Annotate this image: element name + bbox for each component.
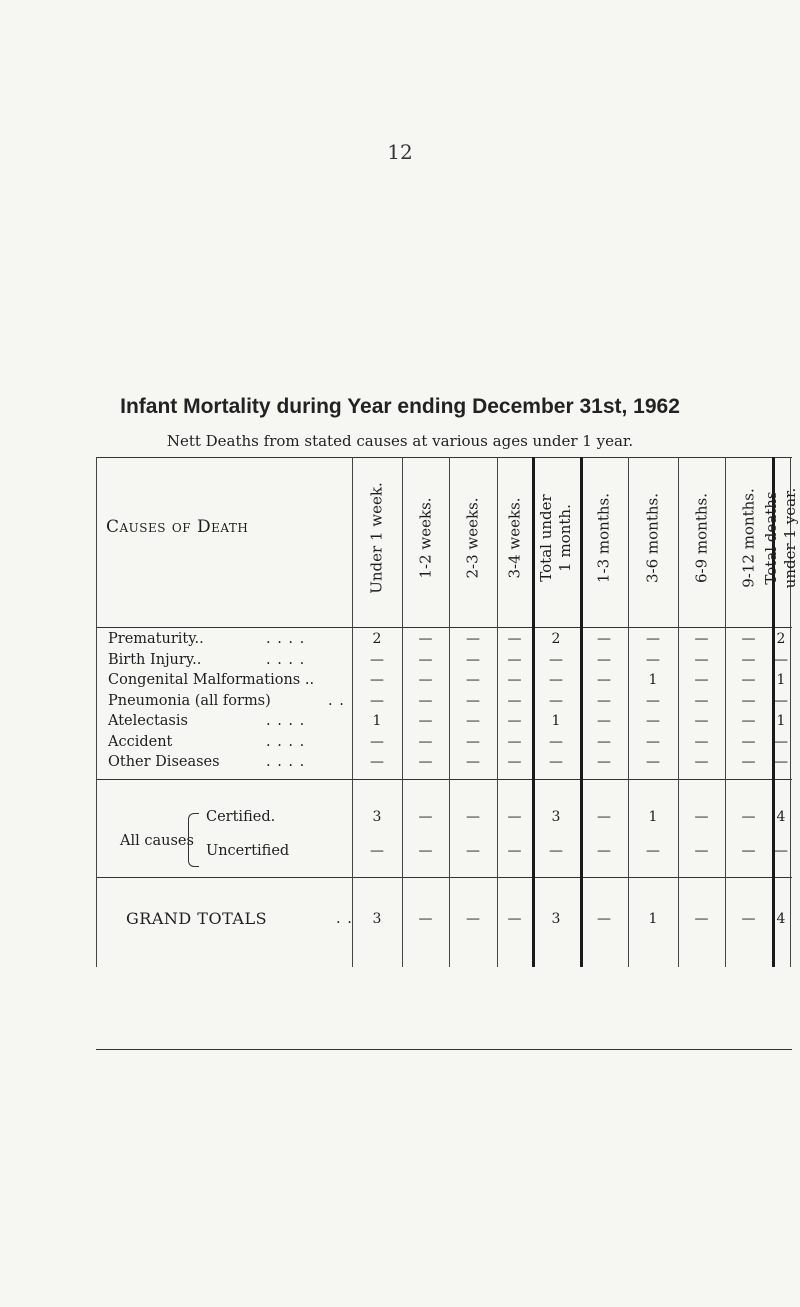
cause-row-cell: — xyxy=(507,754,522,770)
column-header-1 xyxy=(352,463,402,613)
cause-row-cell: — xyxy=(741,631,756,647)
certified-row-cell: 4 xyxy=(776,809,786,825)
cause-row-cell: — xyxy=(370,692,384,709)
cause-row-cell: — xyxy=(507,692,522,709)
cause-row-cell: 1 xyxy=(372,713,382,729)
causes-of-death-header: Causes of Death xyxy=(106,517,249,537)
certified-row-cell: — xyxy=(741,809,756,825)
column-header-8 xyxy=(678,463,725,613)
cause-row-cell: — xyxy=(597,692,611,709)
cause-row-cell: — xyxy=(597,651,611,668)
cause-row-cell: — xyxy=(418,672,433,688)
certified-row-cell: — xyxy=(694,809,709,825)
cause-row-cell: — xyxy=(466,733,480,750)
table-rule-2 xyxy=(96,627,792,628)
cause-row-cell: — xyxy=(507,672,522,688)
page-number: 12 xyxy=(387,140,413,164)
grand-totals-row-cell: — xyxy=(418,911,433,927)
leader-dots: . . . . xyxy=(266,754,306,770)
cause-row-cell: — xyxy=(549,754,563,770)
leader-dots: . . . . xyxy=(266,631,306,647)
table-rule-4 xyxy=(96,877,792,878)
certified-row-cell: — xyxy=(507,809,522,825)
uncertified-row-cell: — xyxy=(466,843,480,859)
column-header-label: 6-9 months. xyxy=(692,493,710,583)
cause-row-cell: — xyxy=(646,631,660,647)
cause-row-cell: — xyxy=(466,713,480,729)
column-header-label: 9-12 months. xyxy=(739,488,757,588)
cause-row-cell: — xyxy=(694,692,709,709)
leader-dots: . . . . xyxy=(266,651,306,668)
cause-row-cell: — xyxy=(466,631,480,647)
column-header-6 xyxy=(580,463,628,613)
column-header-5 xyxy=(532,463,580,613)
grand-totals-row-cell: 3 xyxy=(372,911,382,927)
cause-row-cell: — xyxy=(694,672,709,688)
uncertified-row-cell: — xyxy=(597,843,611,859)
column-header-3 xyxy=(449,463,497,613)
certified-row-cell: — xyxy=(466,809,480,825)
cause-row-cell: — xyxy=(418,754,433,770)
cause-row-cell: — xyxy=(741,713,756,729)
grand-totals-row-cell: 4 xyxy=(776,911,786,927)
all-causes-brace xyxy=(188,813,199,867)
cause-row-cell: — xyxy=(549,733,563,750)
uncertified-row-cell: — xyxy=(370,843,384,859)
cause-row-label: Accident xyxy=(108,733,173,750)
grand-totals-row-cell: 1 xyxy=(648,911,658,927)
cause-row-label: Prematurity.. xyxy=(108,631,204,647)
cause-row-cell: — xyxy=(741,754,756,770)
page-subtitle: Nett Deaths from stated causes at various ages under 1 year. xyxy=(166,432,634,450)
table-rule-3 xyxy=(96,779,792,780)
cause-row-cell: — xyxy=(549,672,563,688)
cause-row-cell: — xyxy=(418,651,433,668)
column-header-label: 1-2 weeks. xyxy=(416,497,434,579)
table-left-rule xyxy=(96,457,97,967)
cause-row-cell: — xyxy=(370,651,384,668)
cause-row-cell: — xyxy=(741,672,756,688)
cause-row-cell: — xyxy=(694,733,709,750)
cause-row-cell: — xyxy=(370,754,384,770)
cause-row-cell: — xyxy=(646,733,660,750)
grand-totals-row-cell: — xyxy=(466,911,480,927)
column-header-label: Total deaths under 1 year. xyxy=(762,487,799,589)
certified-row-cell: — xyxy=(597,809,611,825)
cause-row-cell: 2 xyxy=(551,631,561,647)
cause-row-cell: — xyxy=(370,733,384,750)
column-header-2 xyxy=(402,463,449,613)
cause-row-cell: — xyxy=(774,733,788,750)
grand-totals-row-cell: 3 xyxy=(551,911,561,927)
column-header-label: Under 1 week. xyxy=(367,482,386,594)
cause-row-cell: — xyxy=(597,754,611,770)
cause-row-cell: — xyxy=(694,754,709,770)
cause-row-label: Pneumonia (all forms) xyxy=(108,692,271,709)
grand-totals-row-cell: — xyxy=(741,911,756,927)
grand-totals-underline xyxy=(96,1049,792,1050)
cause-row-cell: — xyxy=(774,754,788,770)
cause-row-cell: — xyxy=(774,692,788,709)
cause-row-cell: — xyxy=(741,733,756,750)
leader-dots: . . . . xyxy=(266,733,306,750)
cause-row-label: Birth Injury.. xyxy=(108,651,202,668)
cause-row-cell: — xyxy=(741,651,756,668)
cause-row-cell: — xyxy=(646,651,660,668)
cause-row-cell: — xyxy=(646,713,660,729)
cause-row-cell: 1 xyxy=(551,713,561,729)
cause-row-label: Congenital Malformations .. xyxy=(108,672,315,688)
certified-row-cell: 3 xyxy=(372,809,382,825)
uncertified-row-cell: — xyxy=(507,843,522,859)
certified-label: Certified. xyxy=(206,809,276,825)
grand-totals-leader-dots: . . xyxy=(336,911,353,927)
uncertified-row-cell: — xyxy=(741,843,756,859)
uncertified-row-cell: — xyxy=(418,843,433,859)
uncertified-row-cell: — xyxy=(694,843,709,859)
certified-row-cell: — xyxy=(418,809,433,825)
cause-row-cell: — xyxy=(597,672,611,688)
column-header-4 xyxy=(497,463,532,613)
cause-row-cell: — xyxy=(418,692,433,709)
grand-totals-label: GRAND TOTALS xyxy=(126,909,268,928)
cause-row-cell: — xyxy=(418,713,433,729)
cause-row-cell: — xyxy=(774,651,788,668)
column-header-label: 2-3 weeks. xyxy=(463,497,482,579)
grand-totals-row-cell: — xyxy=(507,911,522,927)
cause-row-cell: 2 xyxy=(372,631,382,647)
cause-row-cell: — xyxy=(418,733,433,750)
cause-row-cell: 1 xyxy=(648,672,658,688)
cause-row-cell: — xyxy=(466,672,480,688)
column-header-label: 1-3 months. xyxy=(594,493,613,583)
leader-dots: . . xyxy=(328,692,345,709)
column-header-label: 3-4 weeks. xyxy=(505,497,523,579)
uncertified-label: Uncertified xyxy=(206,843,290,859)
cause-row-cell: — xyxy=(370,672,384,688)
cause-row-cell: — xyxy=(694,713,709,729)
cause-row-cell: — xyxy=(549,692,563,709)
cause-row-cell: — xyxy=(646,692,660,709)
column-header-label: Total under 1 month. xyxy=(537,494,574,582)
cause-row-cell: — xyxy=(694,631,709,647)
cause-row-cell: 1 xyxy=(776,713,786,729)
cause-row-cell: — xyxy=(418,631,433,647)
cause-row-cell: — xyxy=(466,651,480,668)
cause-row-cell: — xyxy=(507,733,522,750)
cause-row-cell: — xyxy=(597,713,611,729)
all-causes-label: All causes xyxy=(120,833,194,849)
cause-row-cell: — xyxy=(507,713,522,729)
cause-row-label: Other Diseases xyxy=(108,754,220,770)
cause-row-cell: — xyxy=(466,692,480,709)
column-header-label: 3-6 months. xyxy=(643,493,662,583)
infant-mortality-table xyxy=(96,457,799,1050)
cause-row-label: Atelectasis xyxy=(108,713,188,729)
cause-row-cell: — xyxy=(741,692,756,709)
cause-row-cell: — xyxy=(507,651,522,668)
uncertified-row-cell: — xyxy=(774,843,788,859)
page-title: Infant Mortality during Year ending December 31st, 1962 xyxy=(120,395,680,418)
cause-row-cell: — xyxy=(597,631,611,647)
column-header-10 xyxy=(762,463,799,613)
cause-row-cell: — xyxy=(466,754,480,770)
cause-row-cell: — xyxy=(507,631,522,647)
column-header-7 xyxy=(628,463,678,613)
leader-dots: . . . . xyxy=(266,713,306,729)
uncertified-row-cell: — xyxy=(646,843,660,859)
certified-row-cell: 3 xyxy=(551,809,561,825)
cause-row-cell: 2 xyxy=(776,631,786,647)
cause-row-cell: — xyxy=(597,733,611,750)
cause-row-cell: — xyxy=(646,754,660,770)
table-rule-1 xyxy=(96,457,792,458)
cause-row-cell: — xyxy=(549,651,563,668)
cause-row-cell: — xyxy=(694,651,709,668)
uncertified-row-cell: — xyxy=(549,843,563,859)
grand-totals-row-cell: — xyxy=(694,911,709,927)
certified-row-cell: 1 xyxy=(648,809,658,825)
cause-row-cell: 1 xyxy=(776,672,786,688)
grand-totals-row-cell: — xyxy=(597,911,611,927)
